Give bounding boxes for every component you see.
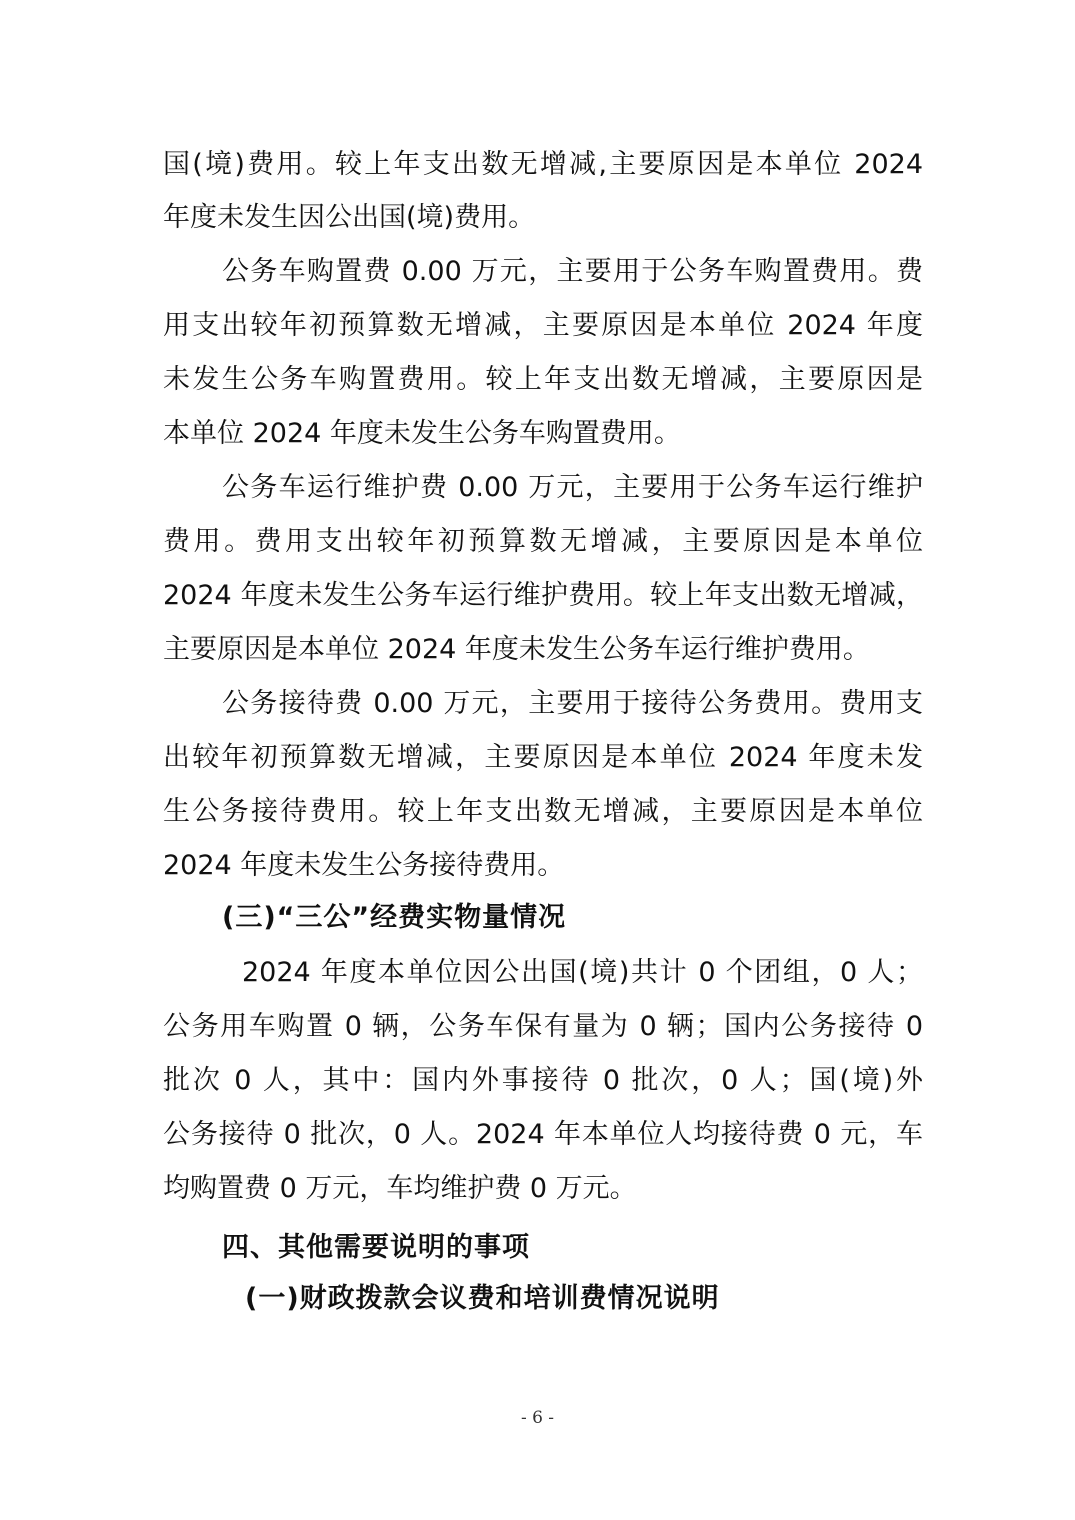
paragraph-line: 公务用车购置 0 辆，公务车保有量为 0 辆；国内公务接待 0 bbox=[163, 1011, 923, 1042]
paragraph-line: 生公务接待费用。较上年支出数无增减，主要原因是本单位 bbox=[163, 796, 923, 827]
section-subheading: (一)财政拨款会议费和培训费情况说明 bbox=[245, 1283, 720, 1314]
page-number: - 6 - bbox=[520, 1408, 555, 1428]
paragraph-line: 出较年初预算数无增减，主要原因是本单位 2024 年度未发 bbox=[163, 742, 923, 773]
paragraph-line: 公务接待费 0.00 万元，主要用于接待公务费用。费用支 bbox=[222, 688, 923, 719]
paragraph-line: 2024 年度未发生公务车运行维护费用。较上年支出数无增减， bbox=[163, 580, 923, 611]
paragraph-line: 年度未发生因公出国(境)费用。 bbox=[163, 202, 536, 233]
paragraph-line: 国(境)费用。较上年支出数无增减,主要原因是本单位 2024 bbox=[163, 149, 923, 180]
paragraph-line: 未发生公务车购置费用。较上年支出数无增减，主要原因是 bbox=[163, 364, 923, 395]
paragraph-line: 主要原因是本单位 2024 年度未发生公务车运行维护费用。 bbox=[163, 634, 870, 665]
paragraph-line: 2024 年度本单位因公出国(境)共计 0 个团组，0 人； bbox=[242, 957, 923, 988]
paragraph-line: 用支出较年初预算数无增减，主要原因是本单位 2024 年度 bbox=[163, 310, 923, 341]
paragraph-line: 公务接待 0 批次，0 人。2024 年本单位人均接待费 0 元，车 bbox=[163, 1119, 923, 1150]
paragraph-line: 公务车运行维护费 0.00 万元，主要用于公务车运行维护 bbox=[222, 472, 923, 503]
paragraph-line: 2024 年度未发生公务接待费用。 bbox=[163, 850, 565, 881]
paragraph-line: 费用。费用支出较年初预算数无增减，主要原因是本单位 bbox=[163, 526, 923, 557]
paragraph-line: 批次 0 人，其中：国内外事接待 0 批次，0 人；国(境)外 bbox=[163, 1065, 923, 1096]
section-subheading: (三)“三公”经费实物量情况 bbox=[222, 902, 567, 933]
paragraph-line: 均购置费 0 万元，车均维护费 0 万元。 bbox=[163, 1173, 637, 1204]
paragraph-line: 公务车购置费 0.00 万元，主要用于公务车购置费用。费 bbox=[222, 256, 923, 287]
paragraph-line: 本单位 2024 年度未发生公务车购置费用。 bbox=[163, 418, 681, 449]
section-heading: 四、其他需要说明的事项 bbox=[222, 1232, 530, 1263]
